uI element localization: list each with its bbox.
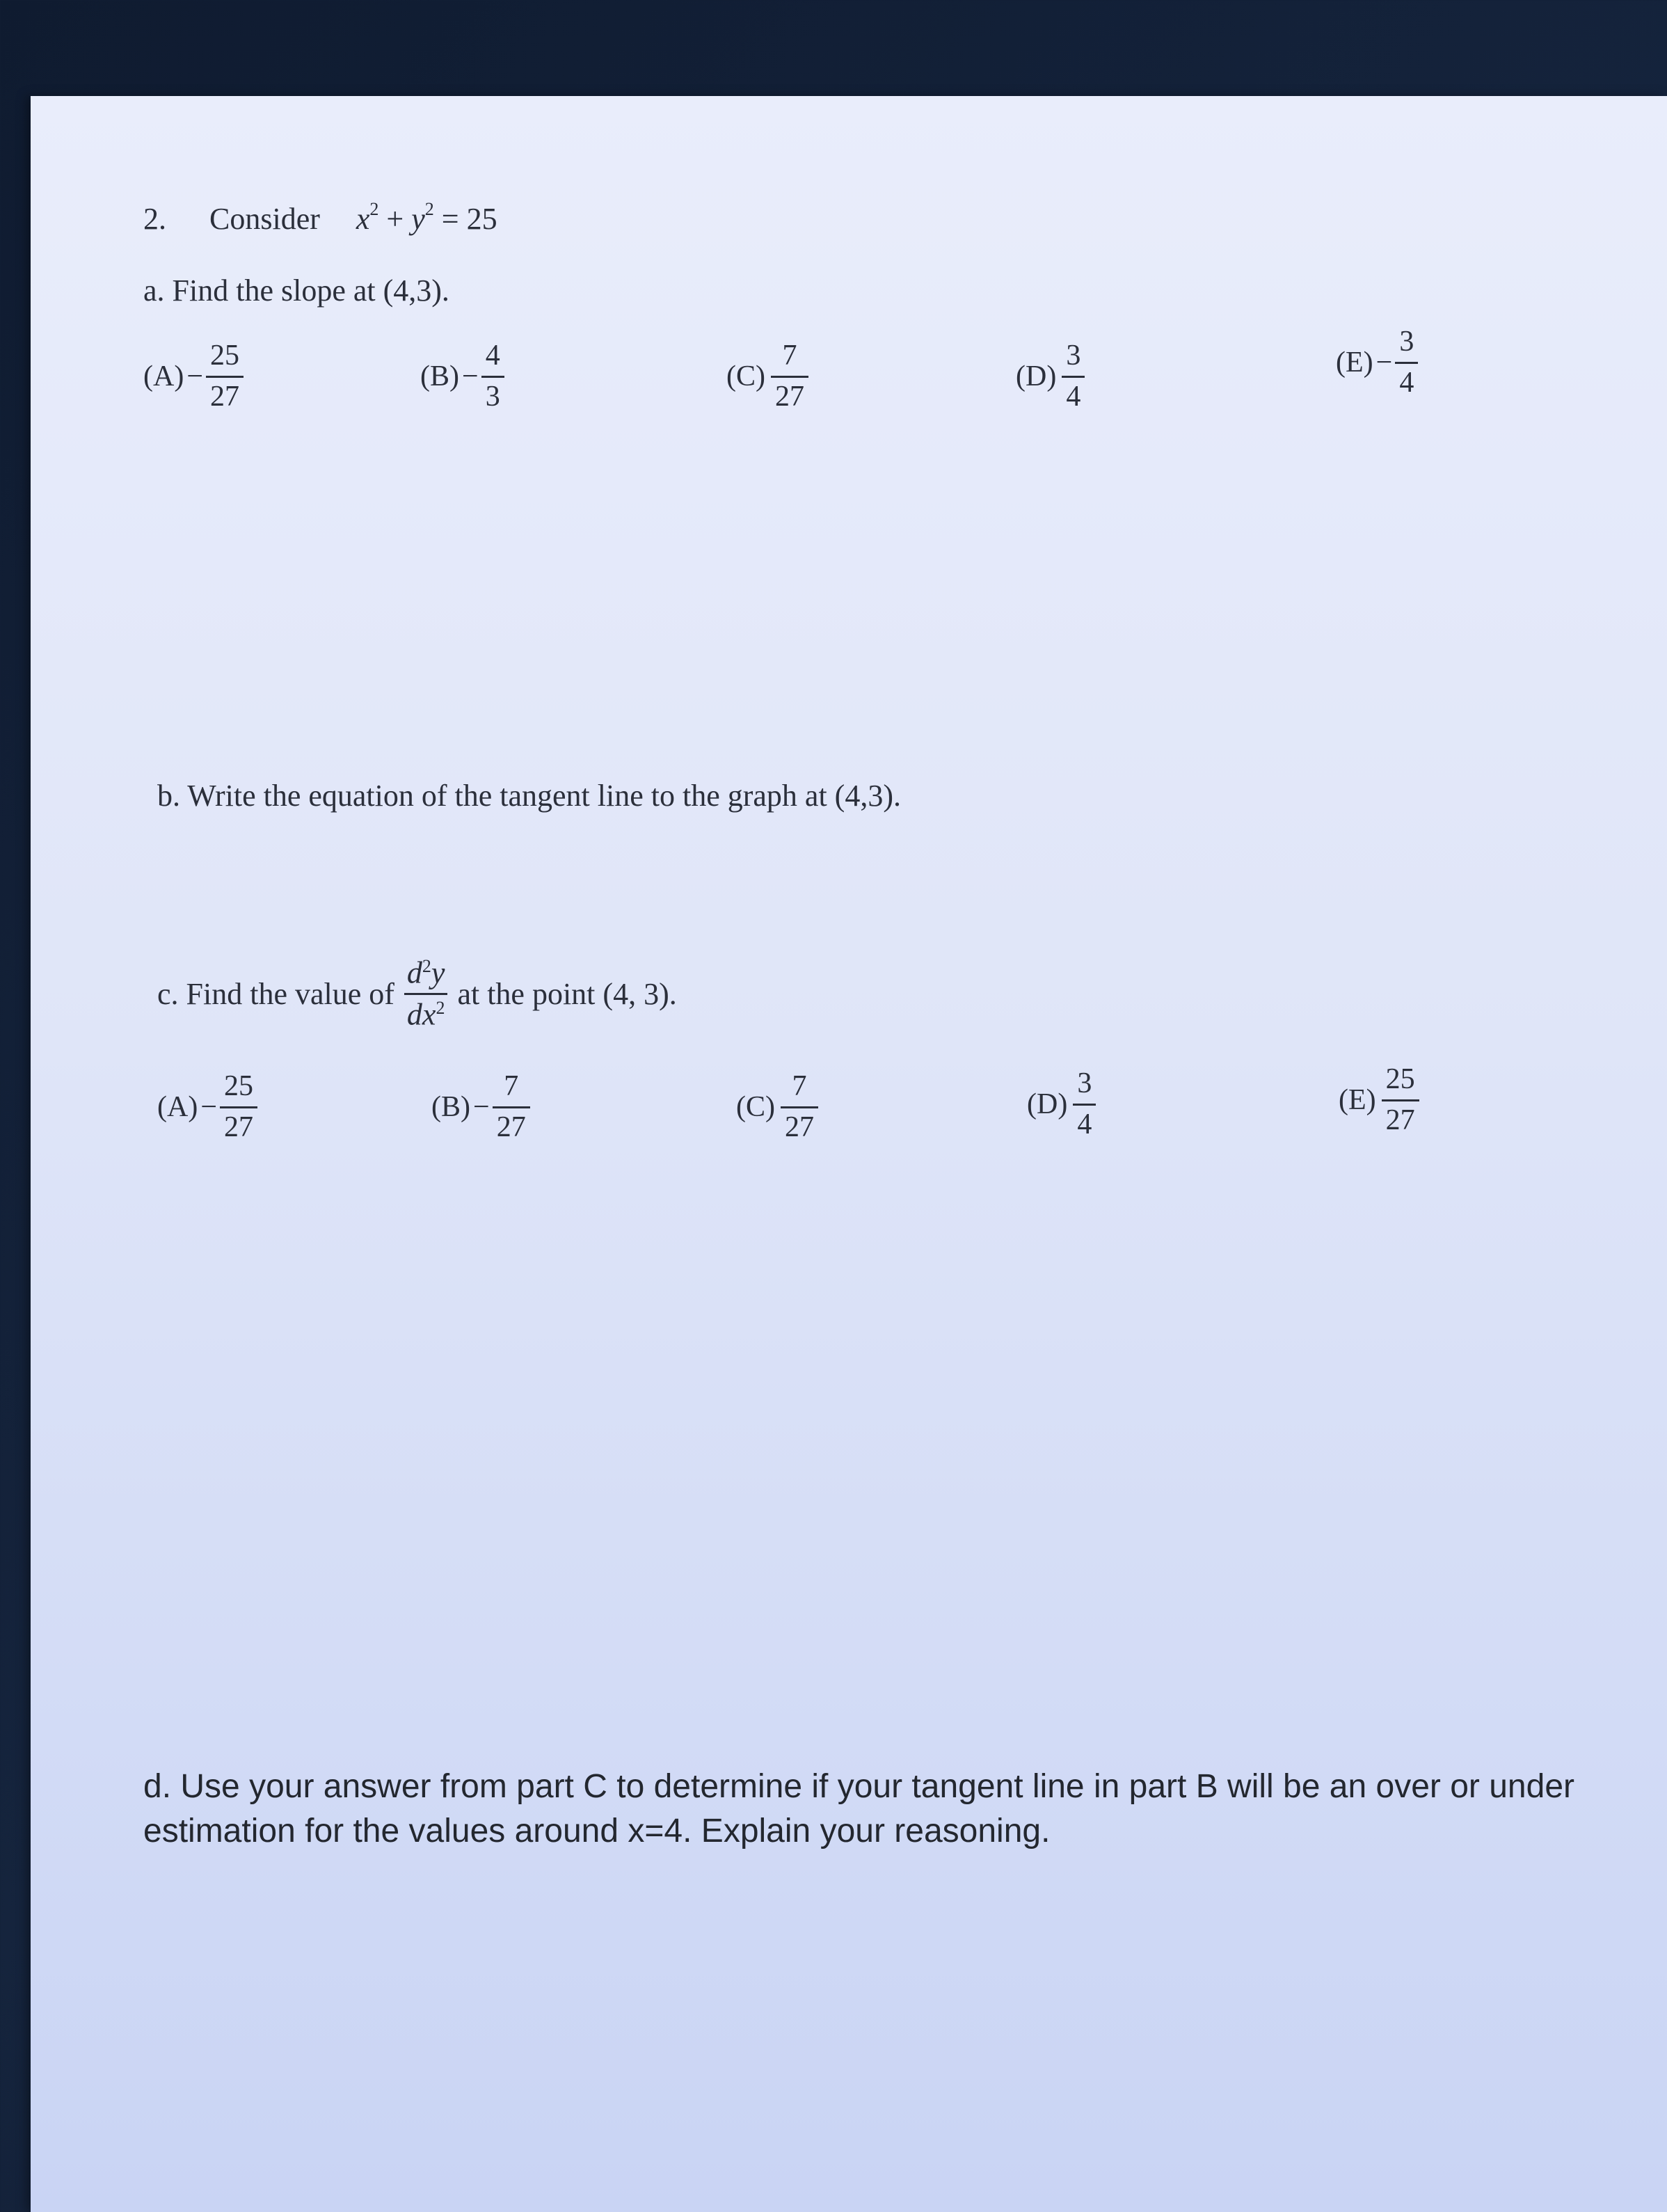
part-d-prompt (143, 1765, 1667, 1854)
part-c-choice-a[interactable]: (A) − $\frac{25}{27}$ (157, 1072, 257, 1142)
fraction: $\frac{7}{27}$ (771, 341, 808, 411)
part-a-choice-c[interactable]: (C) $\frac{7}{27}$ (726, 341, 808, 411)
part-a-prompt: a. Find the slope at (4,3). (143, 273, 449, 308)
equation: $x^2 + y^2 = 25$ (356, 199, 497, 236)
part-c-choice-d[interactable]: (D) $\frac{3}{4}$ (1027, 1069, 1096, 1139)
worksheet-page (31, 96, 1667, 2212)
part-c-prefix: c. Find the value of (157, 976, 394, 1011)
part-c-choice-e[interactable]: (E) $\frac{25}{27}$ (1339, 1065, 1419, 1135)
fraction: $\frac{7}{27}$ (781, 1072, 818, 1142)
fraction: $\frac{7}{27}$ (493, 1072, 530, 1142)
fraction: $\frac{4}{3}$ (481, 341, 504, 411)
second-derivative: $\frac{d^2y}{dx^2}$ (404, 957, 448, 1030)
part-a-choice-a[interactable]: (A) − $\frac{25}{27}$ (143, 341, 244, 411)
part-a-choice-b[interactable]: (B) − $\frac{4}{3}$ (420, 341, 504, 411)
part-a-choice-d[interactable]: (D) $\frac{3}{4}$ (1016, 341, 1085, 411)
fraction: $\frac{3}{4}$ (1395, 327, 1418, 397)
part-a-choice-e[interactable]: (E) − $\frac{3}{4}$ (1336, 327, 1418, 397)
question-number: 2. (143, 202, 166, 236)
consider-label: Consider (209, 202, 320, 236)
fraction: $\frac{25}{27}$ (220, 1072, 257, 1142)
part-c-suffix: at the point (4, 3). (457, 976, 677, 1011)
part-c-prompt (157, 957, 677, 1030)
fraction: $\frac{3}{4}$ (1073, 1069, 1096, 1139)
fraction: $\frac{25}{27}$ (1382, 1065, 1419, 1135)
fraction: $\frac{3}{4}$ (1062, 341, 1085, 411)
part-c-choice-c[interactable]: (C) $\frac{7}{27}$ (736, 1072, 818, 1142)
part-d-line-2: estimation for the values around x=4. Explain your reasoning. (143, 1813, 1051, 1849)
question-header (143, 199, 497, 237)
part-d-line-1: d. Use your answer from part C to determine if your tangent line in part B will be an over or under (143, 1768, 1574, 1805)
part-b-prompt: b. Write the equation of the tangent line to the graph at (4,3). (157, 779, 901, 813)
fraction: $\frac{25}{27}$ (206, 341, 244, 411)
part-c-choice-b[interactable]: (B) − $\frac{7}{27}$ (431, 1072, 530, 1142)
